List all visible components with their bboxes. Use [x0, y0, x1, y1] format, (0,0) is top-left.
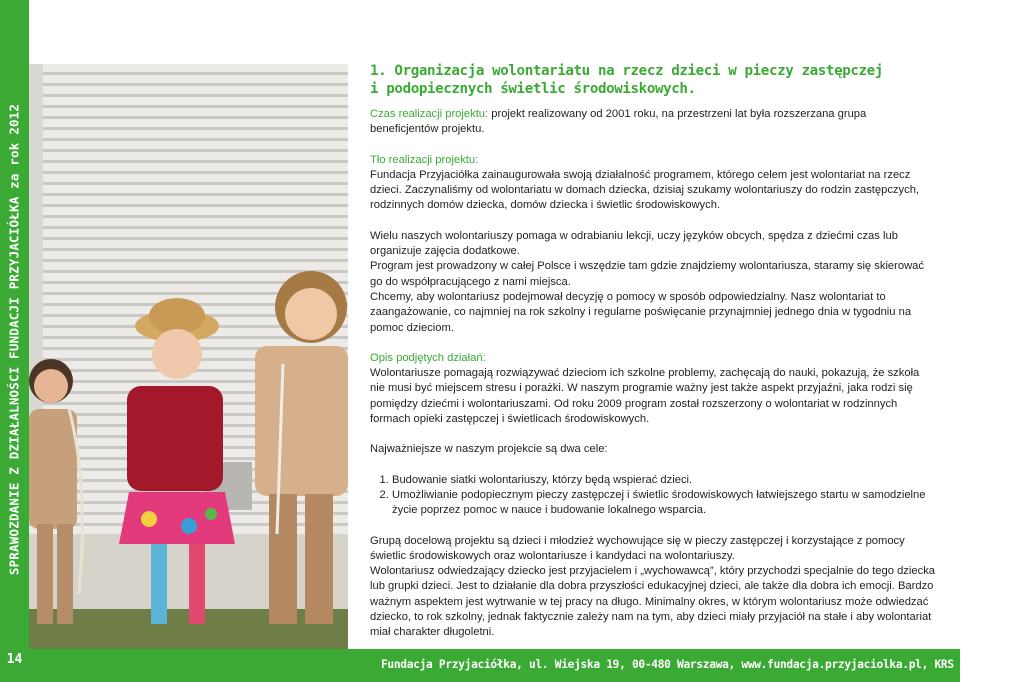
section-title-line-2: i podopiecznych świetlic środowiskowych. — [370, 81, 696, 97]
children-photo-illustration — [29, 64, 348, 649]
section-title-line-1: 1. Organizacja wolontariatu na rzecz dzieci w pieczy zastępczej — [370, 63, 883, 79]
cele-list — [370, 473, 935, 519]
cele-intro: Najważniejsze w naszym projekcie są dwa cele: — [370, 443, 608, 456]
tlo-paragraph-1: Fundacja Przyjaciółka zainaugurowała swoją działalność programem, którego celem jest wolontariat na rzecz dzieci. Zaczynaliśmy od wolontariatu w domach dziecka, dzisiaj szukamy wolontariuszy do rodzin zastępczych, rodzinnych domów dziecka, domów dziecka i świetlic środowiskowych. — [370, 168, 920, 212]
realizacja-label: Czas realizacji projektu: — [370, 108, 489, 120]
opis-paragraph: Wolontariusze pomagają rozwiązywać dzieciom ich szkolne problemy, zachęcają do nauki, pokazują, że szkoła nie musi być miejscem stresu i porażki. W naszym programie ważny jest także aspekt przyjaźni, jaka rodzi się pomiędzy dziećmi i wolontariuszami. Od roku 2009 program został rozszerzony o wolontariat w rodzinnych formach opieki zastępczej i świetlicach środowiskowych. — [370, 367, 920, 426]
footer-address: Fundacja Przyjaciółka, ul. Wiejska 19, 00-480 Warszawa, www.fundacja.przyjaciolka.pl, KRS 0000074781 — [381, 658, 1025, 671]
realizacja-text: projekt realizowany od 2001 roku, na przestrzeni lat była rozszerzana grupa beneficjentów projektu. — [370, 108, 867, 136]
tlo-paragraph-3: Program jest prowadzony w całej Polsce i wszędzie tam gdzie znajdziemy wolontariusza, staramy się skierować go do współpracującego z nami miejsca. — [370, 260, 924, 288]
section-title — [370, 62, 935, 98]
list-item: 1. Budowanie siatki wolontariuszy, którzy będą wspierać dzieci. — [392, 473, 935, 488]
grupa-paragraph-1: Grupą docelową projektu są dzieci i młodzież wychowujące się w pieczy zastępczej i korzystające z pomocy świetlic środowiskowych oraz wolontariusze i kandydaci na wolontariuszy. — [370, 534, 905, 562]
children-photo — [29, 64, 348, 649]
tlo-paragraph-2: Wielu naszych wolontariuszy pomaga w odrabianiu lekcji, uczy języków obcych, spędza z dziećmi czas lub organizuje zajęcia dodatkowe. — [370, 229, 898, 258]
article — [370, 62, 935, 641]
grupa-paragraph-2: Wolontariusz odwiedzający dziecko jest przyjacielem i „wychowawcą”, który przychodzi specjalnie do tego dziecka lub grupki dzieci. Jest to działanie dla dobra przyszłości edukacyjnej dzieci, ale także dla dobra ich emocji. Bardzo ważnym aspektem jest wytrwanie w tej pracy na długo. Minimalny okres, w którym wolontariusz może odwiedzać dziecko, to rok szkolny, jednak faktycznie zależy nam na tym, aby dzieci miały przyjaciół na stałe i aby wolontariat miał charakter długoletni. — [370, 565, 936, 639]
tlo-paragraph-4: Chcemy, aby wolontariusz podejmował decyzję o pomocy w sposób odpowiedzialny. Nasz wolontariat to zaangażowanie, co najmniej na rok szkolny i regularne poświęcanie przynajmniej jednego dnia w tygodniu na pomoc dzieciom. — [370, 290, 912, 334]
opis-label: Opis podjętych działań: — [370, 351, 486, 364]
page-number: 14 — [6, 652, 23, 667]
tlo-label: Tło realizacji projektu: — [370, 153, 479, 166]
realizacja-paragraph — [370, 107, 935, 138]
list-item: 2. Umożliwianie podopiecznym pieczy zastępczej i świetlic środowiskowych łatwiejszego startu w samodzielne życie poprzez pomoc w nauce i budowanie lokalnego wsparcia. — [392, 488, 935, 519]
report-title-vertical: SPRAWOZDANIE Z DZIAŁALNOŚCI FUNDACJI PRZYJACIÓŁKA za rok 2012 — [6, 103, 22, 576]
sidebar — [0, 0, 29, 682]
